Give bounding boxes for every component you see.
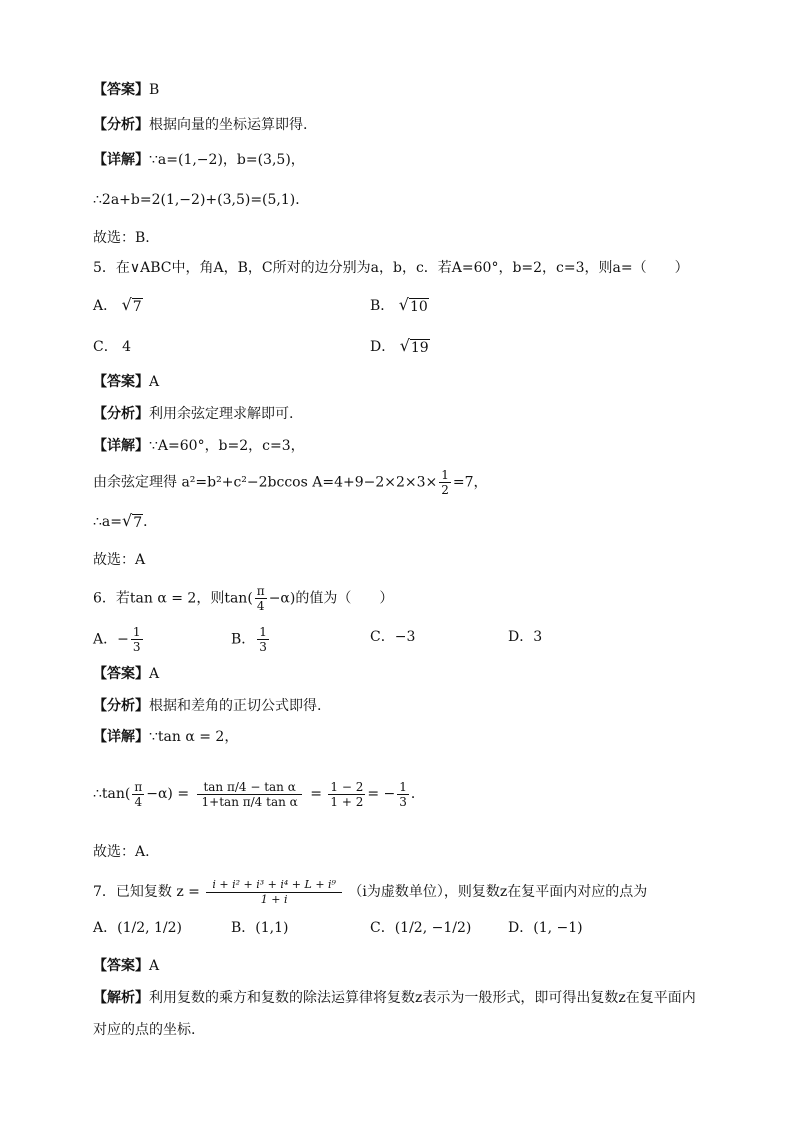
q7-answer: A <box>149 958 160 974</box>
detail-tag: 【详解】 <box>93 438 149 454</box>
fraction <box>439 468 451 497</box>
radicand: 7 <box>132 299 142 315</box>
radical-sign: √ <box>399 336 410 355</box>
q7-stem-pre: 7．已知复数 z = <box>93 884 200 900</box>
fraction-denominator: 3 <box>399 794 407 809</box>
option-label: B． <box>231 631 256 648</box>
tan-expr-mid: −α) = <box>146 786 190 802</box>
option-value: (1/2, 1/2) <box>117 920 183 936</box>
equals: = <box>310 786 322 802</box>
fraction-denominator: 1 + i <box>260 892 288 906</box>
option-label: C． <box>93 339 118 355</box>
q4-detail-line1 <box>93 150 305 170</box>
option-label: D． <box>370 339 396 355</box>
q5-detail-line1 <box>93 436 305 456</box>
q4-analysis: 根据向量的坐标运算即得. <box>149 117 308 133</box>
option-value: (1, −1) <box>533 920 583 936</box>
q5-analysis: 利用余弦定理求解即可. <box>149 406 294 422</box>
sqrt-expr <box>400 337 430 356</box>
q7-answer-line <box>93 956 159 976</box>
period: ． <box>143 514 158 530</box>
fraction-numerator: π <box>134 779 143 794</box>
fraction <box>255 584 267 613</box>
option-label: A． <box>93 920 118 936</box>
option-label: C． <box>370 629 395 645</box>
q7-option-d <box>508 918 583 938</box>
q4-detail1: ∵a=(1,−2)，b=(3,5)， <box>149 152 305 168</box>
fraction-denominator: 4 <box>256 599 265 613</box>
option-label: B． <box>231 920 256 936</box>
fraction-numerator: tan π/4 − tan α <box>197 780 301 795</box>
fraction-numerator: i + i² + i³ + i⁴ + L + i⁹ <box>206 878 342 893</box>
q4-answer: B <box>149 82 160 98</box>
period: ． <box>410 786 425 802</box>
answer-tag: 【答案】 <box>93 82 149 98</box>
fraction-numerator: 1 <box>259 625 267 639</box>
q7-option-a <box>93 918 182 938</box>
q6-option-d <box>508 627 542 647</box>
q7-jiexi-line1 <box>93 988 696 1008</box>
q7-option-c <box>370 918 471 938</box>
q6-detail-line2 <box>93 772 425 816</box>
q5-detail1: ∵A=60°，b=2，c=3， <box>149 438 305 454</box>
fraction <box>257 625 269 654</box>
fraction <box>131 625 143 654</box>
q6-detail1: ∵tan α = 2， <box>149 729 239 745</box>
analysis-tag: 【分析】 <box>93 406 149 422</box>
sqrt-expr <box>122 296 143 315</box>
tan-expr-pre: ∴tan( <box>93 786 131 802</box>
option-label: B． <box>370 298 395 314</box>
fraction-denominator: 3 <box>259 640 267 654</box>
q6-answer-line <box>93 664 159 684</box>
radicand: 7 <box>133 515 143 531</box>
q5-answer: A <box>149 374 160 390</box>
q5-option-d <box>370 337 430 357</box>
option-sign: − <box>117 631 129 648</box>
q4-analysis-line <box>93 115 307 135</box>
q6-analysis-line <box>93 696 321 716</box>
fraction-numerator: π <box>256 584 265 598</box>
fraction <box>132 780 144 809</box>
answer-tag: 【答案】 <box>93 374 149 390</box>
option-value: (1/2, −1/2) <box>394 920 472 936</box>
cosine-law-result: =7， <box>452 474 488 491</box>
analysis-tag: 【分析】 <box>93 698 149 714</box>
fraction-denominator: 1 + 2 <box>330 794 364 809</box>
detail-tag: 【详解】 <box>93 152 149 168</box>
fraction-numerator: 1 <box>132 625 141 639</box>
fraction <box>328 780 365 809</box>
radical-sign: √ <box>121 511 133 530</box>
radicand: 19 <box>410 340 429 356</box>
option-value: (1,1) <box>255 920 289 936</box>
answer-tag: 【答案】 <box>93 666 149 682</box>
fraction-denominator: 2 <box>441 483 449 497</box>
q5-stem: 5．在∨ABC中，角A，B，C所对的边分别为a，b，c．若A=60°，b=2，c=3，则a=（ ） <box>93 260 689 276</box>
fraction-denominator: 4 <box>134 794 143 809</box>
option-label: A． <box>93 631 118 648</box>
q6-option-b <box>231 625 271 654</box>
option-label: D． <box>508 629 534 645</box>
detail-tag: 【详解】 <box>93 729 149 745</box>
radicand: 10 <box>409 299 428 315</box>
q5-analysis-line <box>93 404 293 424</box>
big-fraction <box>196 780 304 809</box>
q6-analysis: 根据和差角的正切公式即得. <box>149 698 322 714</box>
fraction <box>397 780 409 809</box>
option-label: D． <box>508 920 534 936</box>
q6-detail-line1 <box>93 727 238 747</box>
q6-stem-pre: 6．若tan α = 2，则tan( <box>93 590 253 607</box>
q4-answer-line <box>93 80 159 100</box>
q7-option-b <box>231 918 289 938</box>
q6-option-a <box>93 625 145 654</box>
fraction-denominator: 1+tan π/4 tan α <box>201 794 298 809</box>
q5-option-b <box>370 296 429 316</box>
answer-tag: 【答案】 <box>93 958 149 974</box>
equals-minus: = − <box>367 786 396 802</box>
q6-answer: A <box>149 666 160 682</box>
therefore-text: ∴a= <box>93 514 122 530</box>
q5-choose: 故选：A <box>93 552 146 568</box>
cosine-law-text: 由余弦定理得 a²=b²+c²−2bccos A=4+9−2×2×3× <box>93 474 438 491</box>
fraction-numerator: 1 − 2 <box>330 779 364 794</box>
q5-answer-line <box>93 372 159 392</box>
jiexi-tag: 【解析】 <box>93 990 149 1006</box>
q5-option-a <box>93 296 143 316</box>
q7-stem-post: （i为虚数单位），则复数z在复平面内对应的点为 <box>348 884 648 900</box>
option-value: 4 <box>122 339 132 355</box>
option-value: −3 <box>394 629 416 645</box>
fraction-denominator: 3 <box>132 640 141 654</box>
q5-detail-line3 <box>93 512 157 532</box>
q4-detail-line2: ∴2a+b=2(1,−2)+(3,5)=(5,1)． <box>93 192 310 208</box>
fraction-numerator: 1 <box>399 779 407 794</box>
q6-stem <box>93 584 393 613</box>
q6-choose: 故选：A. <box>93 844 150 860</box>
q7-jiexi1: 利用复数的乘方和复数的除法运算律将复数z表示为一般形式，即可得出复数z在复平面内 <box>149 990 696 1006</box>
fraction-numerator: 1 <box>441 468 449 482</box>
analysis-tag: 【分析】 <box>93 117 149 133</box>
q5-detail-line2 <box>93 468 488 497</box>
q6-option-c <box>370 627 415 647</box>
option-value: 3 <box>533 629 543 645</box>
radical-sign: √ <box>121 295 132 314</box>
q5-option-c <box>93 337 131 357</box>
sqrt-expr <box>399 296 429 315</box>
q6-stem-post: −α)的值为（ ） <box>268 590 394 607</box>
q4-choose: 故选：B. <box>93 230 150 246</box>
sqrt-expr <box>122 512 143 531</box>
q7-jiexi-line2: 对应的点的坐标. <box>93 1022 196 1038</box>
radical-sign: √ <box>398 295 409 314</box>
option-label: A． <box>93 298 118 314</box>
q7-stem <box>93 874 647 910</box>
option-label: C． <box>370 920 395 936</box>
big-fraction <box>206 878 342 907</box>
